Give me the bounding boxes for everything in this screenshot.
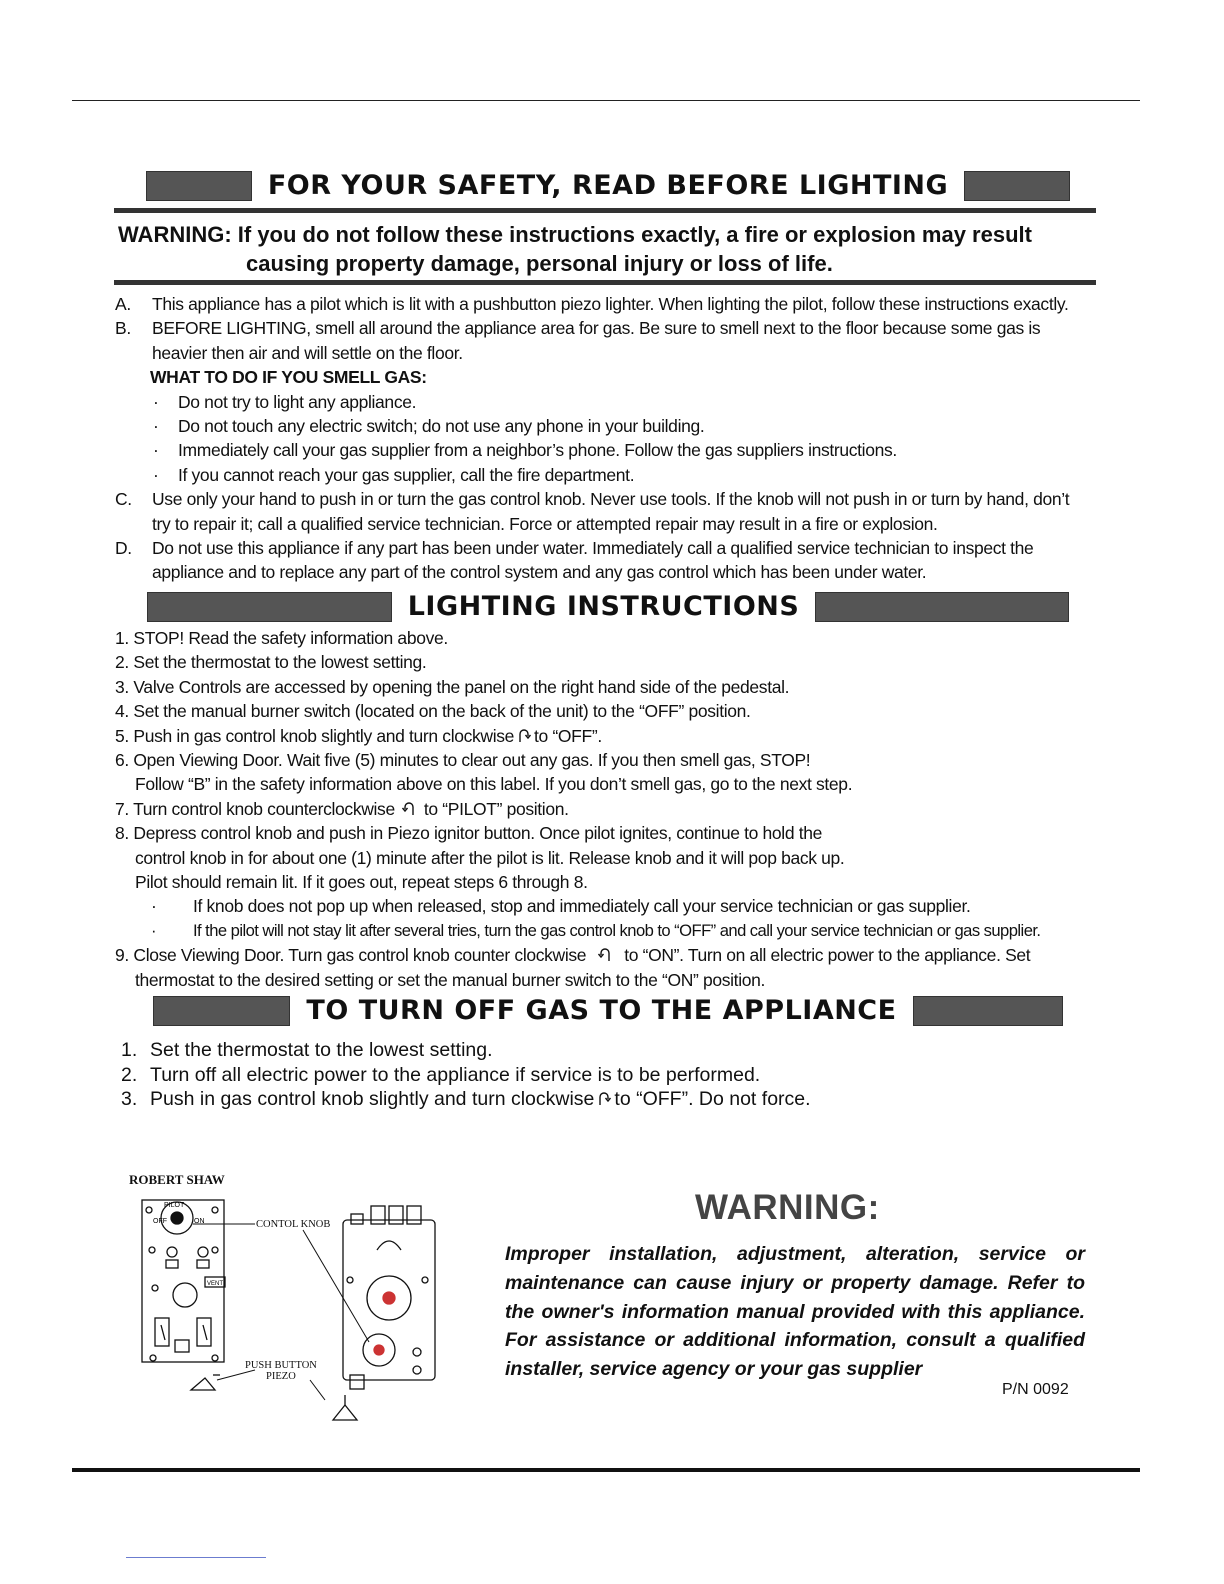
valve-cap xyxy=(377,1241,401,1250)
step-text: to “ON”. Turn on all electric power to the appliance. Set xyxy=(624,945,1031,966)
lighting-step-6-cont: Follow “B” in the safety information above on this label. If you don’t smell gas, go to the next step. xyxy=(135,774,853,795)
step-number: 2. xyxy=(121,1063,138,1086)
diagram-brand: ROBERT SHAW xyxy=(129,1172,225,1187)
item-text: BEFORE LIGHTING, smell all around the appliance area for gas. Be sure to smell next to the floor because some gas is xyxy=(152,318,1041,339)
banner-bar-left xyxy=(147,592,392,622)
turnoff-step-1 xyxy=(121,1038,811,1063)
port-out xyxy=(197,1260,209,1268)
safety-information xyxy=(115,292,1115,585)
lighting-step-7 xyxy=(115,797,1115,821)
step-number: 3. xyxy=(121,1088,138,1111)
screw xyxy=(212,1247,218,1253)
item-text: Do not use this appliance if any part has been under water. Immediately call a qualified service technician to inspect the xyxy=(152,538,1034,559)
screw xyxy=(413,1366,421,1374)
side-valve-view xyxy=(333,1206,435,1420)
warning-rule-top xyxy=(114,208,1096,213)
fitting-out xyxy=(198,1247,208,1257)
smell-item xyxy=(115,390,1115,414)
bullet-icon: · xyxy=(153,391,159,412)
lighting-step-9-cont: thermostat to the desired setting or set the manual burner switch to the “ON” position. xyxy=(135,969,766,990)
part-number: P/N 0092 xyxy=(1002,1381,1069,1398)
bullet-icon: · xyxy=(151,920,156,940)
bullet-text: If knob does not pop up when released, stop and immediately call your service technician or gas supplier. xyxy=(193,896,971,917)
safety-item-d xyxy=(115,536,1115,560)
control-knob-center xyxy=(171,1212,183,1224)
front-valve-view xyxy=(142,1200,225,1390)
terminal-wire xyxy=(203,1325,207,1340)
step-text: 9. Close Viewing Door. Turn gas control knob counter clockwise xyxy=(115,945,587,966)
piezo-button-front xyxy=(191,1378,215,1390)
warning-rule-bottom xyxy=(114,280,1096,285)
port-in xyxy=(166,1260,178,1268)
counterclockwise-arrow-icon xyxy=(597,947,613,963)
warning-line-1: WARNING: If you do not follow these instructions exactly, a fire or explosion may result xyxy=(118,222,1032,247)
warning-heading xyxy=(118,220,1098,278)
terminal-wire xyxy=(161,1325,165,1340)
terminal-block-right xyxy=(197,1318,211,1346)
bullet-icon: · xyxy=(153,464,159,485)
lighting-banner xyxy=(114,591,1102,622)
terminal-clip xyxy=(351,1214,363,1224)
fitting-in xyxy=(167,1247,177,1257)
screw xyxy=(146,1207,152,1213)
clockwise-arrow-icon xyxy=(516,728,532,744)
item-key: D. xyxy=(115,538,132,559)
banner-bar-right xyxy=(815,592,1069,622)
dial-on-label: ON xyxy=(194,1218,205,1225)
piezo-label-line: PUSH BUTTON xyxy=(245,1360,317,1371)
banner-bar-left xyxy=(153,996,290,1026)
top-rule xyxy=(72,100,1140,101)
turnoff-steps xyxy=(121,1038,811,1112)
smell-item xyxy=(115,463,1115,487)
bullet-icon: · xyxy=(151,896,157,917)
step-text: 7. Turn control knob counterclockwise xyxy=(115,798,395,819)
banner-bar-left xyxy=(146,171,252,201)
screw xyxy=(422,1277,428,1283)
terminal xyxy=(371,1206,385,1224)
screw xyxy=(152,1285,158,1291)
piezo-button-side xyxy=(333,1405,357,1420)
smell-item-text: Do not try to light any appliance. xyxy=(178,391,417,412)
bullet-icon: · xyxy=(153,416,159,437)
smell-item-text: Immediately call your gas supplier from a neighbor’s phone. Follow the gas suppliers instructions. xyxy=(178,440,897,461)
lighting-bullet xyxy=(115,919,1115,943)
counterclockwise-arrow-icon xyxy=(401,801,417,817)
bottom-rule xyxy=(72,1468,1140,1472)
safety-banner xyxy=(114,170,1102,201)
item-text: This appliance has a pilot which is lit with a pushbutton piezo lighter. When lighting the pilot, follow these instructions exactly. xyxy=(152,294,1069,314)
pressure-regulator xyxy=(173,1283,197,1307)
clockwise-arrow-icon xyxy=(596,1091,612,1107)
smell-item xyxy=(115,438,1115,462)
lighting-step-9 xyxy=(115,943,1115,967)
item-continuation: try to repair it; call a qualified service technician. Force or attempted repair may result in a fire or explosion. xyxy=(152,513,938,534)
safety-item-c xyxy=(115,487,1115,511)
step-text: to “OFF”. xyxy=(534,725,602,746)
lighting-step-4: 4. Set the manual burner switch (located on the back of the unit) to the “OFF” position. xyxy=(115,701,751,722)
safety-item-b xyxy=(115,316,1115,340)
banner-bar-right xyxy=(913,996,1063,1026)
warning-body: Improper installation, adjustment, alteration, service or maintenance can cause injury or property damage. Refer to the owner's information manual provided with this appliance. For assistance or additional information, consult a qualified installer, service agency or your gas supplier xyxy=(505,1243,1085,1381)
item-continuation: appliance and to replace any part of the control system and any gas control which has been under water. xyxy=(152,562,927,583)
lighting-step-8-cont: Pilot should remain lit. If it goes out, repeat steps 6 through 8. xyxy=(135,872,588,893)
piezo-housing xyxy=(350,1375,364,1389)
lighting-instructions xyxy=(115,626,1115,992)
warning-line-2: causing property damage, personal injury or loss of life. xyxy=(246,251,833,276)
knob-marker xyxy=(374,1345,384,1355)
regulator-marker xyxy=(383,1292,395,1304)
screw xyxy=(413,1348,421,1356)
safety-banner-title: FOR YOUR SAFETY, READ BEFORE LIGHTING xyxy=(267,170,949,201)
lighting-banner-title: LIGHTING INSTRUCTIONS xyxy=(407,591,800,622)
step-text: 5. Push in gas control knob slightly and turn clockwise xyxy=(115,725,515,746)
dial-pilot-label: PILOT xyxy=(164,1202,185,1209)
safety-item-a xyxy=(115,292,1115,316)
smell-item-text: If you cannot reach your gas supplier, call the fire department. xyxy=(178,464,635,485)
terminal-tp xyxy=(175,1340,189,1352)
piezo-leader-side xyxy=(310,1380,325,1400)
gas-valve-diagram xyxy=(125,1170,455,1440)
lighting-step-8: 8. Depress control knob and push in Piezo ignitor button. Once pilot ignites, continue to hold the xyxy=(115,823,822,844)
item-key: B. xyxy=(115,318,131,339)
terminal-block-left xyxy=(155,1318,169,1346)
step-number: 1. xyxy=(121,1039,138,1061)
screw xyxy=(149,1247,155,1253)
banner-bar-right xyxy=(964,171,1070,201)
lighting-bullet xyxy=(115,894,1115,918)
screw xyxy=(150,1355,156,1361)
bullet-icon: · xyxy=(153,440,159,461)
turnoff-banner xyxy=(114,995,1102,1026)
step-text: to “OFF”. Do not force. xyxy=(614,1088,811,1111)
vent-label: VENT xyxy=(207,1281,224,1287)
item-continuation: heavier then air and will settle on the floor. xyxy=(152,342,463,363)
smell-item-text: Do not touch any electric switch; do not use any phone in your building. xyxy=(178,416,705,437)
lighting-step-8-cont: control knob in for about one (1) minute after the pilot is lit. Release knob and it will pop back up. xyxy=(135,847,845,868)
turnoff-step-2 xyxy=(121,1063,811,1088)
step-text: Turn off all electric power to the appliance if service is to be performed. xyxy=(150,1063,761,1086)
smell-gas-heading: WHAT TO DO IF YOU SMELL GAS: xyxy=(150,367,427,388)
piezo-label xyxy=(245,1360,317,1382)
piezo-label-line: PIEZO xyxy=(266,1371,296,1382)
lighting-step-3: 3. Valve Controls are accessed by opening the panel on the right hand side of the pedestal. xyxy=(115,676,790,697)
lighting-step-5 xyxy=(115,724,1115,748)
control-knob-label: CONTOL KNOB xyxy=(256,1219,331,1230)
step-text: Push in gas control knob slightly and turn clockwise xyxy=(150,1088,595,1111)
item-key: A. xyxy=(115,294,131,314)
step-text: to “PILOT” position. xyxy=(423,798,569,819)
footer-link-line xyxy=(126,1557,266,1558)
lighting-step-6: 6. Open Viewing Door. Wait five (5) minutes to clear out any gas. If you then smell gas, STOP! xyxy=(115,750,811,771)
step-text: Set the thermostat to the lowest setting. xyxy=(150,1039,493,1061)
item-key: C. xyxy=(115,489,132,510)
turnoff-banner-title: TO TURN OFF GAS TO THE APPLIANCE xyxy=(306,995,897,1026)
screw xyxy=(212,1207,218,1213)
bullet-text: If the pilot will not stay lit after several tries, turn the gas control knob to “OFF” and call your service technician or gas supplier. xyxy=(193,920,1041,940)
terminal xyxy=(389,1206,403,1224)
screw xyxy=(347,1277,353,1283)
knob-leader-diagonal xyxy=(303,1230,369,1342)
lighting-step-1: 1. STOP! Read the safety information above. xyxy=(115,628,448,648)
dial-off-label: OFF xyxy=(153,1218,167,1225)
warning-title: WARNING: xyxy=(695,1188,880,1227)
lighting-step-2: 2. Set the thermostat to the lowest setting. xyxy=(115,652,427,673)
smell-item xyxy=(115,414,1115,438)
terminal xyxy=(407,1206,421,1224)
screw xyxy=(212,1355,218,1361)
item-text: Use only your hand to push in or turn the gas control knob. Never use tools. If the knob will not push in or turn by hand, don’t xyxy=(152,489,1070,510)
turnoff-step-3 xyxy=(121,1087,811,1112)
